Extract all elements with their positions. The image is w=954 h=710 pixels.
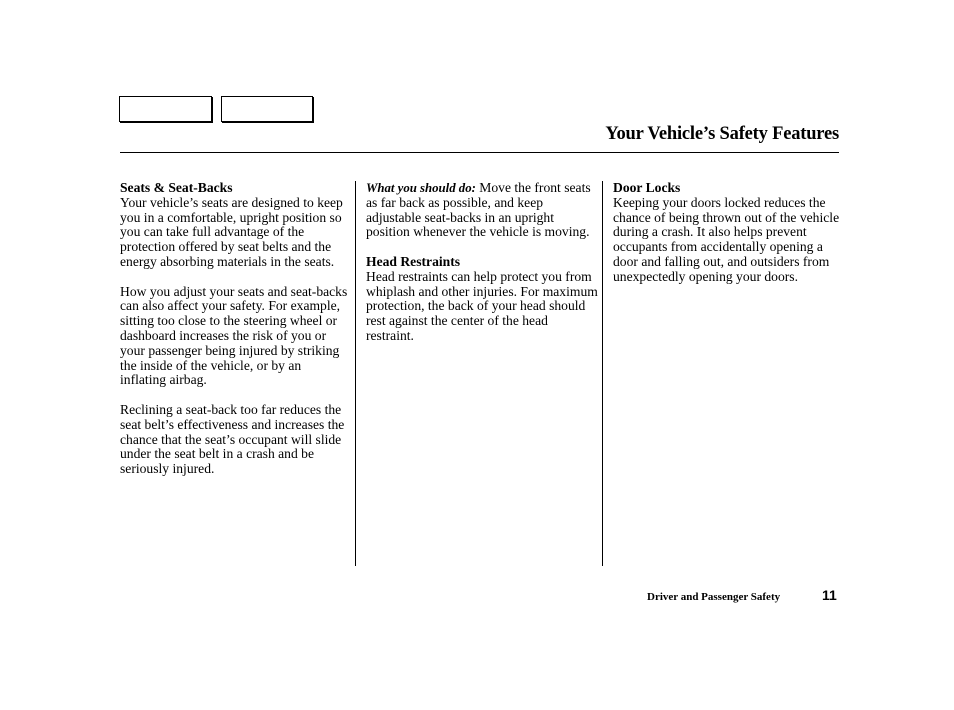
head-restraints-section — [366, 255, 598, 344]
seats-paragraph-3: Reclining a seat-back too far reduces the seat belt’s effectiveness and increases the chance that the seat’s occupant will slide under the seat belt in a crash and be seriously injured. — [120, 401, 345, 477]
page-title: Your Vehicle’s Safety Features — [605, 124, 839, 144]
nav-button-index[interactable] — [221, 96, 313, 122]
seats-paragraph-1: Your vehicle’s seats are designed to keep you in a comfortable, upright position so you can take full advantage of the protection offered by seat belts and the energy absorbing materials in the seats. — [120, 194, 343, 269]
footer-section-name: Driver and Passenger Safety — [647, 591, 781, 603]
nav-button-contents[interactable] — [119, 96, 212, 122]
column-divider — [355, 181, 356, 566]
seats-paragraph-2: How you adjust your seats and seat-backs can also affect your safety. For example, sitting too close to the steering wheel or dashboard increases the risk of you or your passenger being injured by striking the inside of the vehicle, or by an inflating airbag. — [120, 283, 348, 388]
column-guidance — [366, 181, 598, 344]
what-to-do-text: Move the front seats as far back as possible, and keep adjustable seat-backs in an upright position whenever the vehicle is moving. — [366, 180, 591, 240]
what-to-do-lead: What you should do: — [366, 181, 476, 195]
head-restraints-text: Head restraints can help protect you from whiplash and other injuries. For maximum protection, the back of your head should rest against the center of the head restraint. — [366, 268, 598, 343]
seats-heading: Seats & Seat-Backs — [120, 180, 233, 195]
column-seats — [120, 181, 350, 477]
page-number: 11 — [822, 587, 837, 603]
title-rule — [120, 152, 839, 153]
head-restraints-heading: Head Restraints — [366, 253, 461, 269]
door-locks-heading: Door Locks — [613, 180, 681, 195]
what-to-do-paragraph — [366, 181, 598, 240]
column-divider — [602, 181, 603, 566]
door-locks-text: Keeping your doors locked reduces the chance of being thrown out of the vehicle during a crash. It also helps prevent occupants from accidentally opening a door and falling out, and outsiders from unexpectedly opening your doors. — [613, 194, 840, 284]
column-door-locks — [613, 181, 843, 285]
